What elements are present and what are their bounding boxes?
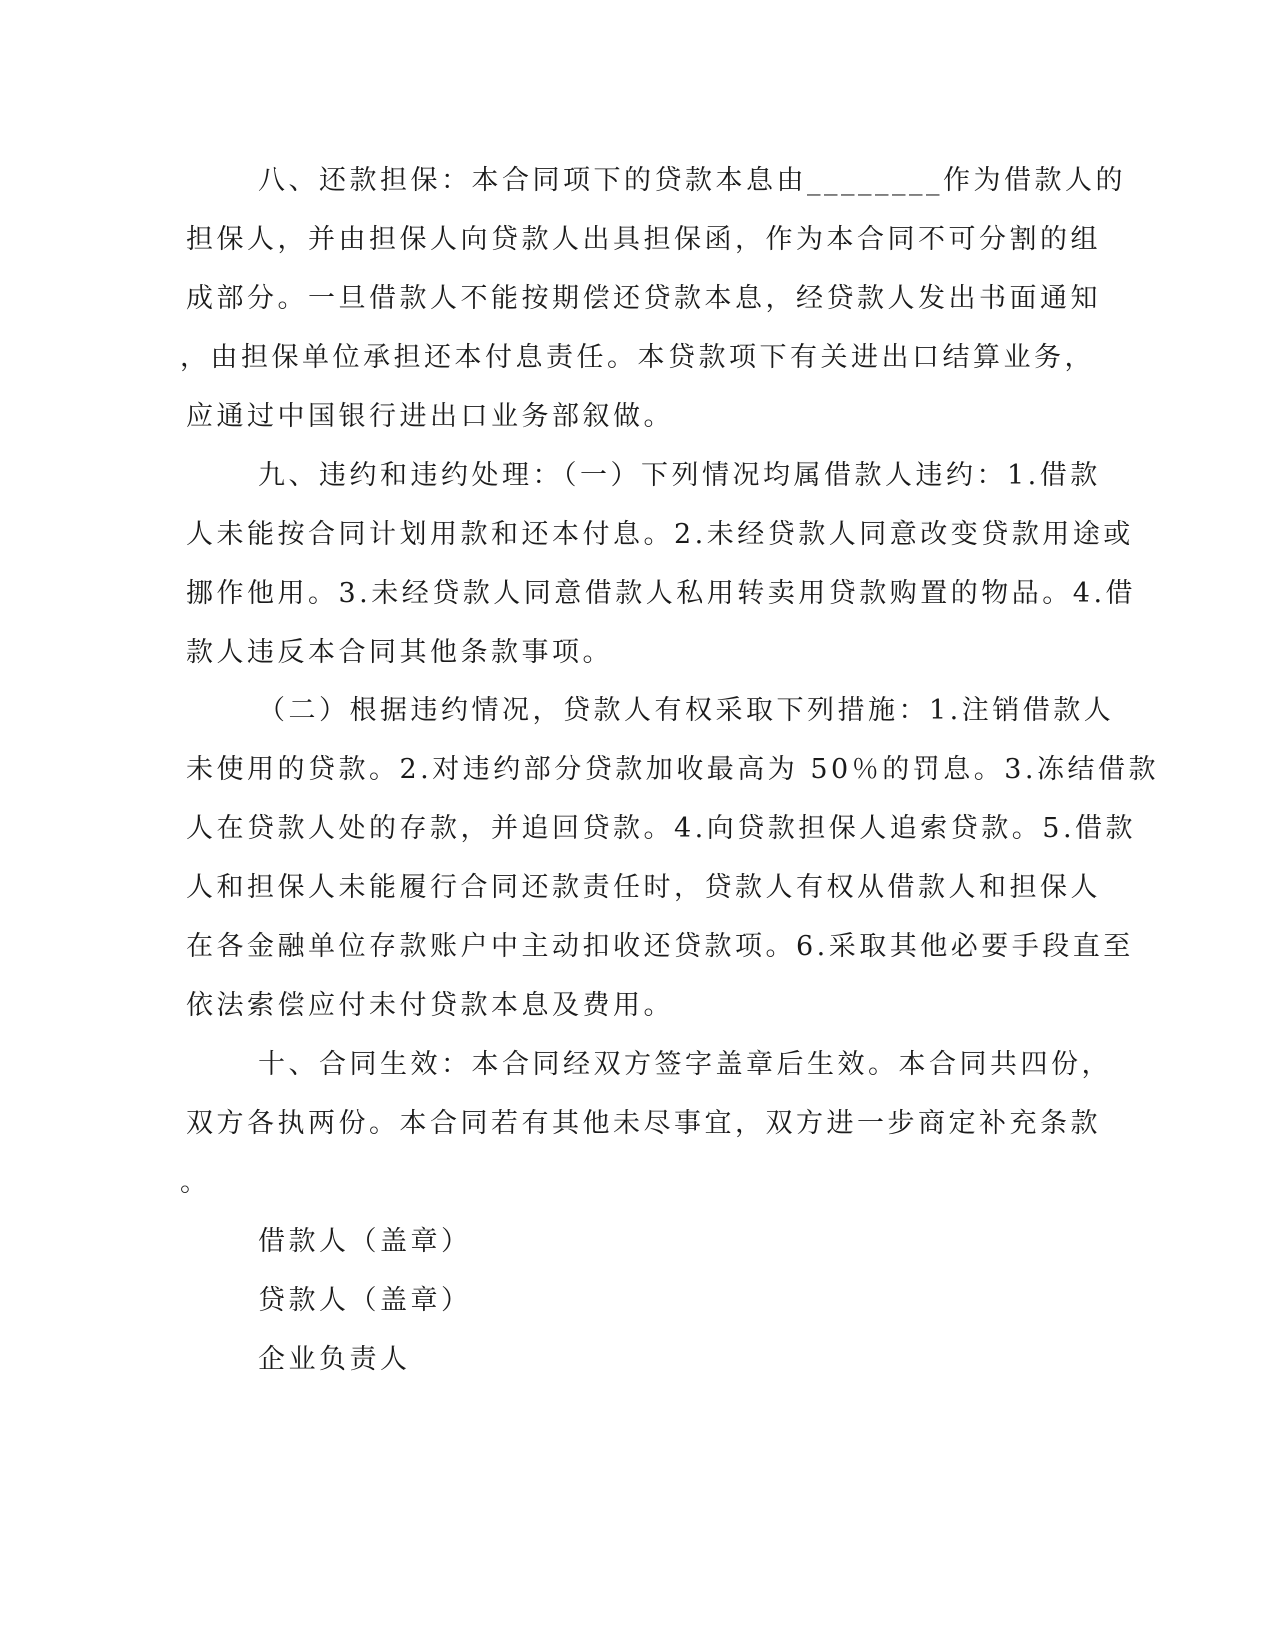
text-line: 担保人，并由担保人向贷款人出具担保函，作为本合同不可分割的组 — [186, 224, 1101, 255]
text-line: 人和担保人未能履行合同还款责任时，贷款人有权从借款人和担保人 — [186, 872, 1101, 903]
text-line: 九、违约和违约处理：（一）下列情况均属借款人违约：1.借款 — [258, 460, 1101, 491]
text-line: 款人违反本合同其他条款事项。 — [186, 637, 613, 668]
borrower-seal-label: 借款人（盖章） — [258, 1226, 472, 1257]
lender-seal-label: 贷款人（盖章） — [258, 1285, 472, 1316]
text-line: 未使用的贷款。2.对违约部分贷款加收最高为 50％的罚息。3.冻结借款 — [186, 754, 1159, 785]
enterprise-head-label: 企业负责人 — [258, 1344, 411, 1375]
text-line: 人在贷款人处的存款，并追回贷款。4.向贷款担保人追索贷款。5.借款 — [186, 813, 1137, 844]
text-line: 成部分。一旦借款人不能按期偿还贷款本息，经贷款人发出书面通知 — [186, 283, 1101, 314]
text-line: 挪作他用。3.未经贷款人同意借款人私用转卖用贷款购置的物品。4.借 — [186, 578, 1137, 609]
text-line: （二）根据违约情况，贷款人有权采取下列措施：1.注销借款人 — [258, 695, 1115, 726]
text-line: 十、合同生效：本合同经双方签字盖章后生效。本合同共四份， — [258, 1049, 1112, 1080]
text-line: 在各金融单位存款账户中主动扣收还贷款项。6.采取其他必要手段直至 — [186, 931, 1134, 962]
text-line: 双方各执两份。本合同若有其他未尽事宜，双方进一步商定补充条款 — [186, 1108, 1101, 1139]
text-line: 依法索偿应付未付贷款本息及费用。 — [186, 990, 674, 1021]
text-line: 八、还款担保：本合同项下的贷款本息由________作为借款人的 — [258, 165, 1126, 196]
text-line: 人未能按合同计划用款和还本付息。2.未经贷款人同意改变贷款用途或 — [186, 519, 1134, 550]
text-line: 。 — [180, 1167, 211, 1198]
text-line: 应通过中国银行进出口业务部叙做。 — [186, 401, 674, 432]
text-line: ，由担保单位承担还本付息责任。本贷款项下有关进出口结算业务， — [180, 342, 1095, 373]
